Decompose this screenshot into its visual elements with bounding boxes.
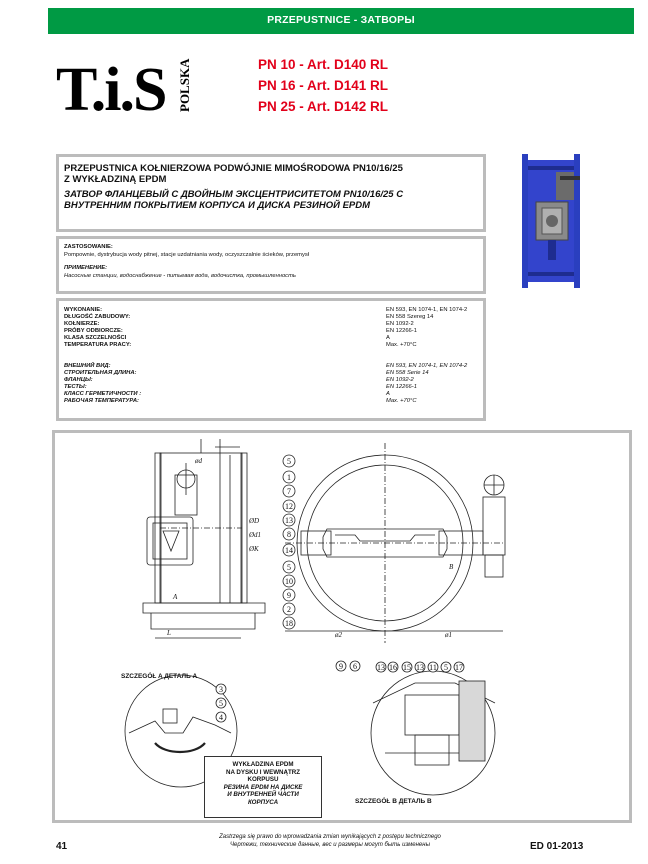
header-bar [48,8,634,34]
dim-d: ød [195,457,202,465]
spec-row: PRÓBY ODBIORCZE: EN 12266-1 [64,328,417,334]
dim-od1: Ød1 [249,531,262,539]
callout-9: 9 [287,591,291,600]
callout-b-13b: 13 [416,663,424,672]
callout-b-13: 13 [377,663,385,672]
callout-12: 12 [285,502,293,511]
technical-drawing [52,430,632,823]
page-number: 41 [56,841,68,852]
callout-b-9: 9 [339,662,343,671]
spec-row: KLASA SZCZELNOŚCI A [64,335,390,341]
spec-row-ru: КЛАСС ГЕРМЕТИЧНОСТИ : A [64,391,390,397]
spec-row-ru: СТРОИТЕЛЬНАЯ ДЛИНА: EN 558 Serie 14 [64,370,429,376]
title-pl-2: Z WYKŁADZINĄ EPDM [64,174,167,185]
application-ru-text: Насосные станции, водоснабжение - питьевая вода, водочистка, промышленность [64,273,296,279]
epdm-legend [204,756,322,818]
callout-18: 18 [285,619,293,628]
dim-od: ØD [249,517,260,525]
callout-5: 5 [287,457,291,466]
callout-a-4: 4 [219,713,223,722]
application-ru-label: ПРИМЕНЕНИЕ: [64,265,108,271]
edition: ED 01-2013 [530,841,584,852]
dim-1: ø1 [445,631,452,639]
callout-14: 14 [285,546,293,555]
product-image [520,152,582,290]
title-pl-1: PRZEPUSTNICA KOŁNIERZOWA PODWÓJNIE MIMOŚRODOWA PN10/16/25 [64,163,403,174]
legend-pl-2: NA DYSKU I WEWNĄTRZ [225,768,300,776]
model-pn25: PN 25 - Art. D142 RL [258,99,389,114]
mark-a: A [173,593,178,601]
model-list [258,54,388,117]
model-pn16: PN 16 - Art. D141 RL [258,78,389,93]
legend-ru-1: РЕЗИНА EPDM НА ДИСКЕ [223,783,303,791]
model-pn10: PN 10 - Art. D140 RL [258,57,389,72]
legend-pl-1: WYKŁADZINA EPDM [232,761,294,768]
spec-row-ru: РАБОЧАЯ ТЕМПЕРАТУРА: Max. +70°C [64,398,417,404]
detail-b-label: SZCZEGÓŁ B ДЕТАЛЬ В [355,798,432,805]
spec-row: WYKONANIE: EN 593, EN 1074-1, EN 1074-2 [64,307,468,313]
spec-row-ru: ТЕСТЫ: EN 12266-1 [64,384,417,390]
legend-ru-2: И ВНУТРЕННЕЙ ЧАСТИ [227,791,299,799]
application-pl-label: ZASTOSOWANIE: [64,244,113,250]
title-box [56,154,486,232]
footer-note-pl: Zastrzega się prawo do wprowadzania zmian wynikających z postępu technicznego [219,834,441,840]
callout-2: 2 [287,605,291,614]
callout-b-17: 17 [455,663,463,672]
callout-5b: 5 [287,563,291,572]
spec-row-ru: ФЛАНЦЫ: EN 1092-2 [64,377,414,383]
spec-row: DŁUGOŚĆ ZABUDOWY: EN 558 Szereg 14 [64,314,434,320]
callout-1: 1 [287,473,291,482]
title-ru-1: ЗАТВОР ФЛАНЦЕВЫЙ С ДВОЙНЫМ ЭКСЦЕНТРИСИТЕТОМ PN10/16/25 С [64,189,404,200]
callout-a-3: 3 [219,685,223,694]
mark-b: B [449,563,454,571]
callout-b-11: 11 [429,663,437,672]
legend-ru-3: КОРПУСА [247,798,279,806]
footer-note-ru: Чертежи, технические данные, вес и размеры могут быть изменены [229,842,430,848]
spec-row: TEMPERATURA PRACY: Max. +70°C [64,342,417,348]
application-box [56,236,486,294]
callout-b-6: 6 [353,662,357,671]
application-pl-text: Pompownie, dystrybucja wody pitnej, stacje uzdatniania wody, oczyszczalnie ścieków, przemysł [64,252,310,258]
callout-a-5: 5 [219,699,223,708]
callout-13: 13 [285,516,293,525]
legend-pl-3: KORPUSU [247,776,279,784]
callout-7: 7 [287,487,291,496]
callout-b-5: 5 [444,663,448,672]
detail-a-label: SZCZEGÓŁ A ДЕТАЛЬ А [121,673,198,680]
svg-text:T.i.S: T.i.S [56,56,166,120]
company-logo [56,50,196,120]
spec-row-ru: ВНЕШНИЙ ВИД: EN 593, EN 1074-1, EN 1074-2 [64,363,468,369]
callout-8: 8 [287,530,291,539]
callout-b-16: 16 [389,663,397,672]
header-title: PRZEPUSTNICE - ЗАТВОРЫ [267,14,415,26]
spec-row: KOŁNIERZE: EN 1092-2 [64,321,414,327]
dim-2: ø2 [335,631,342,639]
svg-text:POLSKA: POLSKA [177,58,192,112]
footer-note [150,833,510,849]
dim-l: L [167,629,171,637]
specs-box [56,298,486,421]
callout-10: 10 [285,577,293,586]
dim-ok: ØK [249,545,259,553]
title-ru-2: ВНУТРЕННИМ ПОКРЫТИЕМ КОРПУСА И ДИСКА РЕЗИНОЙ EPDM [64,200,371,211]
callout-b-15: 15 [403,663,411,672]
drawing-canvas [55,433,629,820]
